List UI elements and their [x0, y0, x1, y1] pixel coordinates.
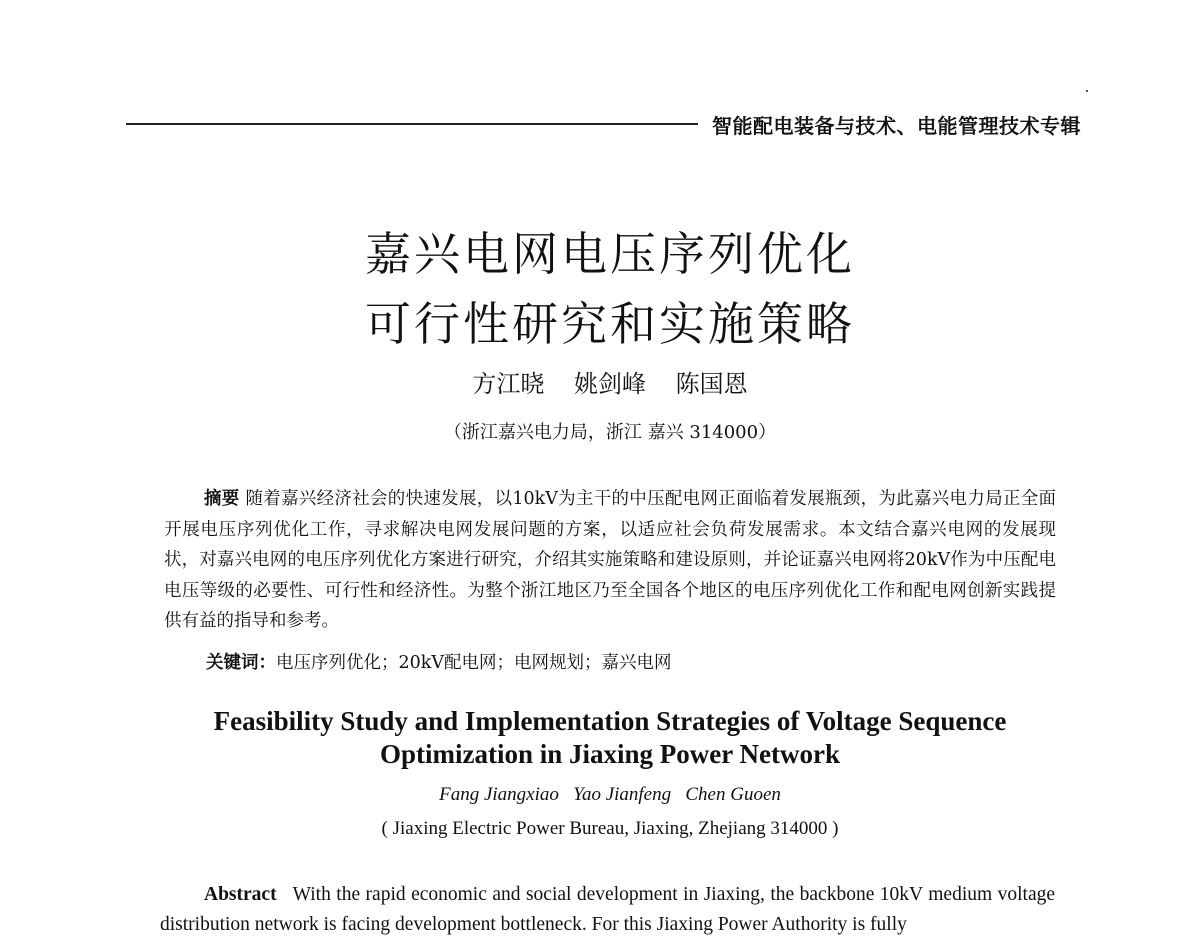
title-cn-line2: 可行性研究和实施策略: [365, 297, 855, 351]
scan-speck: [1086, 90, 1088, 92]
authors-cn: 方江晓 姚剑峰 陈国恩: [472, 370, 748, 398]
keywords-cn-text: 电压序列优化；20kV配电网；电网规划；嘉兴电网: [276, 653, 672, 673]
keywords-cn-label: 关键词：: [206, 653, 276, 673]
affiliation-cn: （浙江嘉兴电力局，浙江 嘉兴 314000）: [443, 422, 777, 443]
abstract-cn-label: 摘要: [204, 489, 240, 509]
keywords-cn: [206, 649, 672, 674]
title-cn-line1: 嘉兴电网电压序列优化: [365, 227, 855, 281]
abstract-en-label: Abstract: [204, 884, 277, 905]
header-rule: [126, 123, 698, 125]
abstract-en: [160, 880, 1055, 940]
abstract-en-text: With the rapid economic and social development in Jiaxing, the backbone 10kV medium voltage distribution network is facing development bottleneck. For this Jiaxing Power Authority is fully: [160, 884, 1056, 935]
abstract-cn: [164, 484, 1056, 637]
running-header: 智能配电装备与技术、电能管理技术专辑: [712, 114, 1081, 138]
title-en-line1: Feasibility Study and Implementation Strategies of Voltage Sequence: [213, 706, 1007, 736]
abstract-cn-text: 随着嘉兴经济社会的快速发展，以10kV为主干的中压配电网正面临着发展瓶颈，为此嘉兴电力局正全面开展电压序列优化工作，寻求解决电网发展问题的方案，以适应社会负荷发展需求。本文结合嘉兴电网的发展现状，对嘉兴电网的电压序列优化方案进行研究，介绍其实施策略和建设原则，并论证嘉兴电网将20kV作为中压配电电压等级的必要性、可行性和经济性。为整个浙江地区乃至全国各个地区的电压序列优化工作和配电网创新实践提供有益的指导和参考。: [164, 489, 1056, 631]
title-en-line2: Optimization in Jiaxing Power Network: [380, 739, 840, 769]
authors-en: Fang Jiangxiao Yao Jianfeng Chen Guoen: [439, 784, 781, 805]
affiliation-en: ( Jiaxing Electric Power Bureau, Jiaxing, Zhejiang 314000 ): [381, 818, 839, 839]
